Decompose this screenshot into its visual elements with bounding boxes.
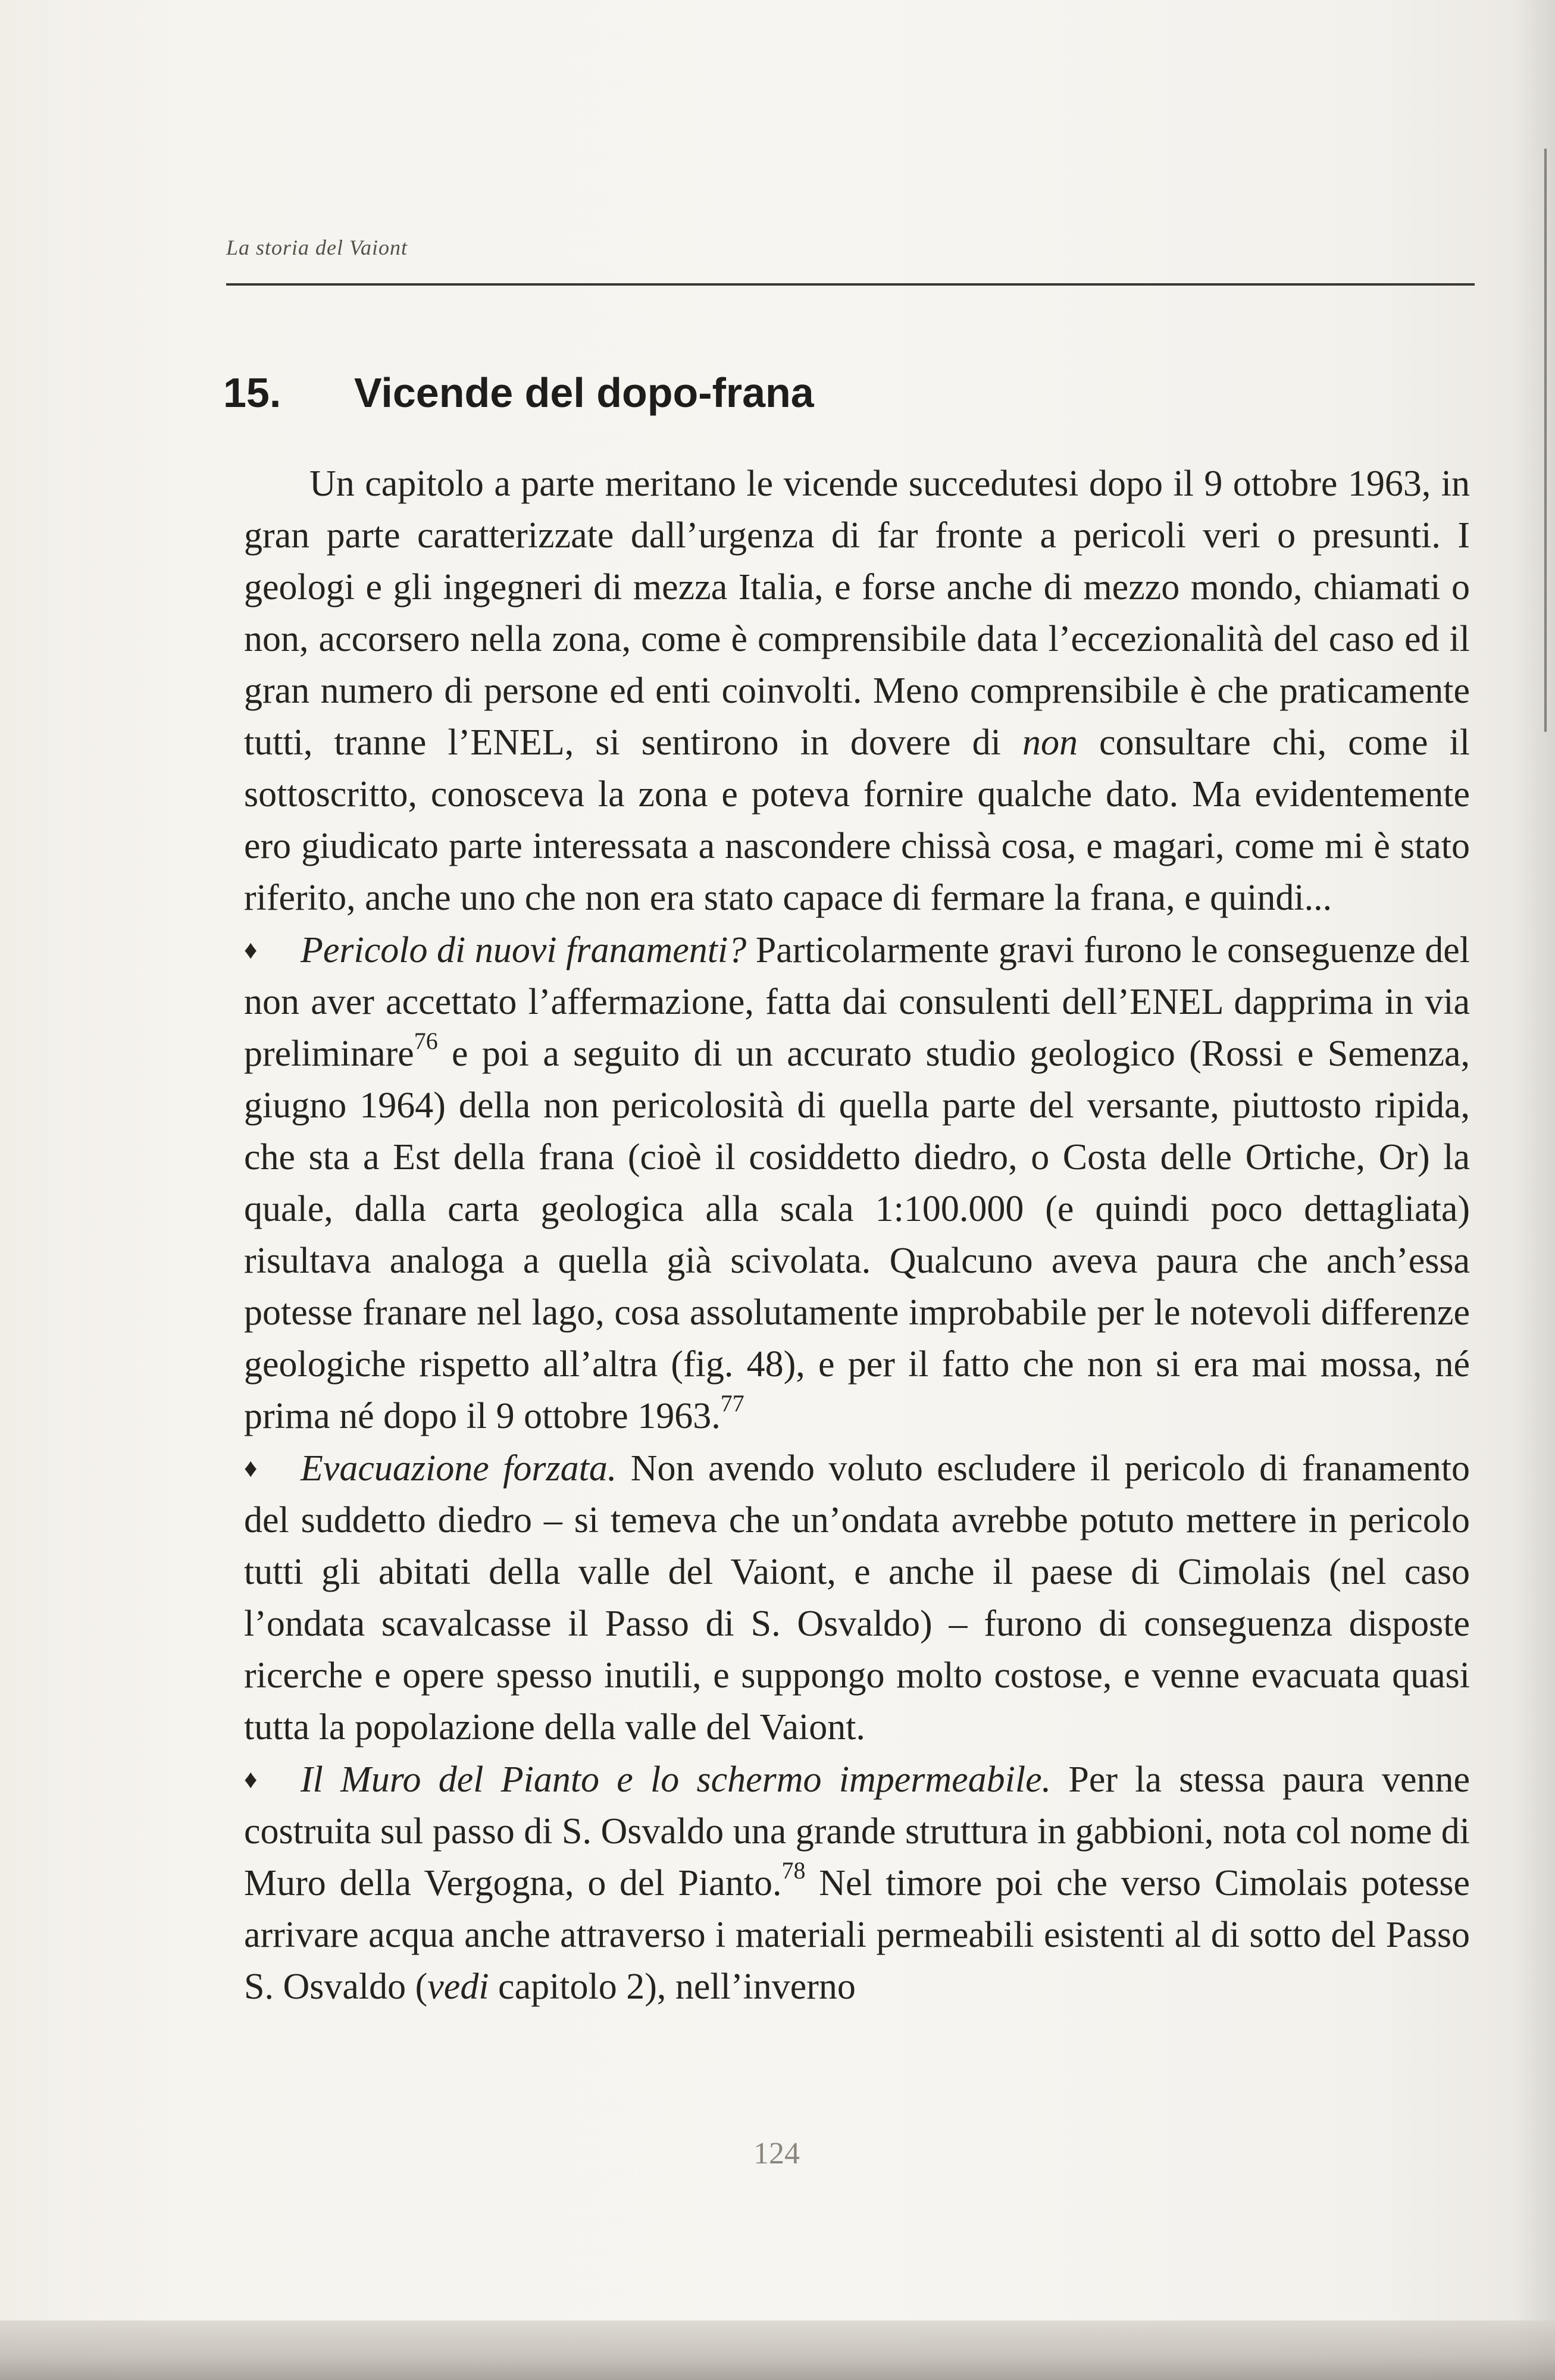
intro-emphasis: non [1022,722,1078,763]
header-rule [226,283,1475,286]
bullet-2-text: Non avendo voluto escludere il pericolo di franamento del suddetto diedro – si temeva che un’ondata avrebbe potuto mettere in pericolo tutti gli abitati della valle del Vaiont, e anche il paese di Cimolais (nel caso l’ondata scavalcasse il Passo di S. Osvaldo) – furono di conseguenza disposte ricerche e opere spesso inutili, e suppongo molto costose, e venne evacuata quasi tutta la popolazione della valle del Vaiont. [244,1448,1470,1748]
page-number: 124 [753,2137,800,2171]
intro-text-tail: consultare chi, come il sottoscritto, conosceva la zona e poteva fornire qualche dato. Ma evidentemente ero giudicato parte interessata a nascondere chissà cosa, e magari, come mi è stato riferito, anche uno che non era stato capace di fermare la frana, e quindi... [244,722,1470,918]
bullet-1-text-cont: e poi a seguito di un accurato studio geologico (Rossi e Semenza, giugno 1964) della non pericolosità di quella parte del versante, piuttosto ripida, che sta a Est della frana (cioè il cosiddetto diedro, o Costa delle Ortiche, Or) la quale, dalla carta geologica alla scala 1:100.000 (e quindi poco dettagliata) risultava analoga a quella già scivolata. Qualcuno aveva paura che anch’essa potesse franare nel lago, cosa assolutamente improbabile per le notevoli differenze geologiche rispetto all’altra (fig. 48), e per il fatto che non si era mai mossa, né prima né dopo il 9 ottobre 1963. [244,1034,1470,1436]
bullet-3-text-end: capitolo 2), nell’inverno [489,1966,856,2007]
bullet-3-title: Il Muro del Pianto e lo schermo impermeabile. [301,1759,1052,1800]
diamond-bullet-icon: ♦ [244,1454,258,1483]
footnote-77: 77 [720,1390,744,1417]
diamond-bullet-icon: ♦ [244,935,258,964]
bullet-3-text: Per la stessa paura venne costruita sul passo di S. Osvaldo una grande struttura in gabbioni, nota col nome di Muro della Vergogna, o del Pianto. [244,1759,1470,1903]
chapter-number: 15. [223,369,281,416]
intro-paragraph [244,458,1470,924]
bullet-paragraph-2 [244,1442,1470,1753]
running-head: La storia del Vaiont [226,236,408,259]
bullet-1-text: Particolarmente gravi furono le conseguenze del non aver accettato l’affermazione, fatta dai consulenti dell’ENEL dapprima in via preliminare [244,930,1470,1074]
margin-mark [1544,149,1547,732]
page-shadow [1513,0,1555,2380]
chapter-heading [223,369,814,416]
intro-text: Un capitolo a parte meritano le vicende succedutesi dopo il 9 ottobre 1963, in gran parte caratterizzate dall’urgenza di far fronte a pericoli veri o presunti. I geologi e gli ingegneri di mezza Italia, e forse anche di mezzo mondo, chiamati o non, accorsero nella zona, come è comprensibile data l’eccezionalità del caso ed il gran numero di persone ed enti coinvolti. Meno comprensibile è che praticamente tutti, tranne l’ENEL, si sentirono in dovere di [244,464,1470,763]
bullet-1-title: Pericolo di nuovi franamenti? [301,930,747,970]
bullet-3-emphasis: vedi [427,1966,489,2007]
body-text [244,458,1470,2013]
diamond-bullet-icon: ♦ [244,1765,258,1794]
page-bottom-edge [0,2320,1555,2380]
footnote-76: 76 [414,1028,438,1054]
footnote-78: 78 [781,1857,806,1884]
bullet-paragraph-1 [244,924,1470,1442]
bullet-3-text-cont: Nel timore poi che verso Cimolais potesse arrivare acqua anche attraverso i materiali permeabili esistenti al di sotto del Passo S. Osvaldo ( [244,1863,1470,2007]
bullet-paragraph-3 [244,1753,1470,2013]
bullet-2-title: Evacuazione forzata. [301,1448,617,1489]
chapter-title: Vicende del dopo-frana [354,369,814,416]
